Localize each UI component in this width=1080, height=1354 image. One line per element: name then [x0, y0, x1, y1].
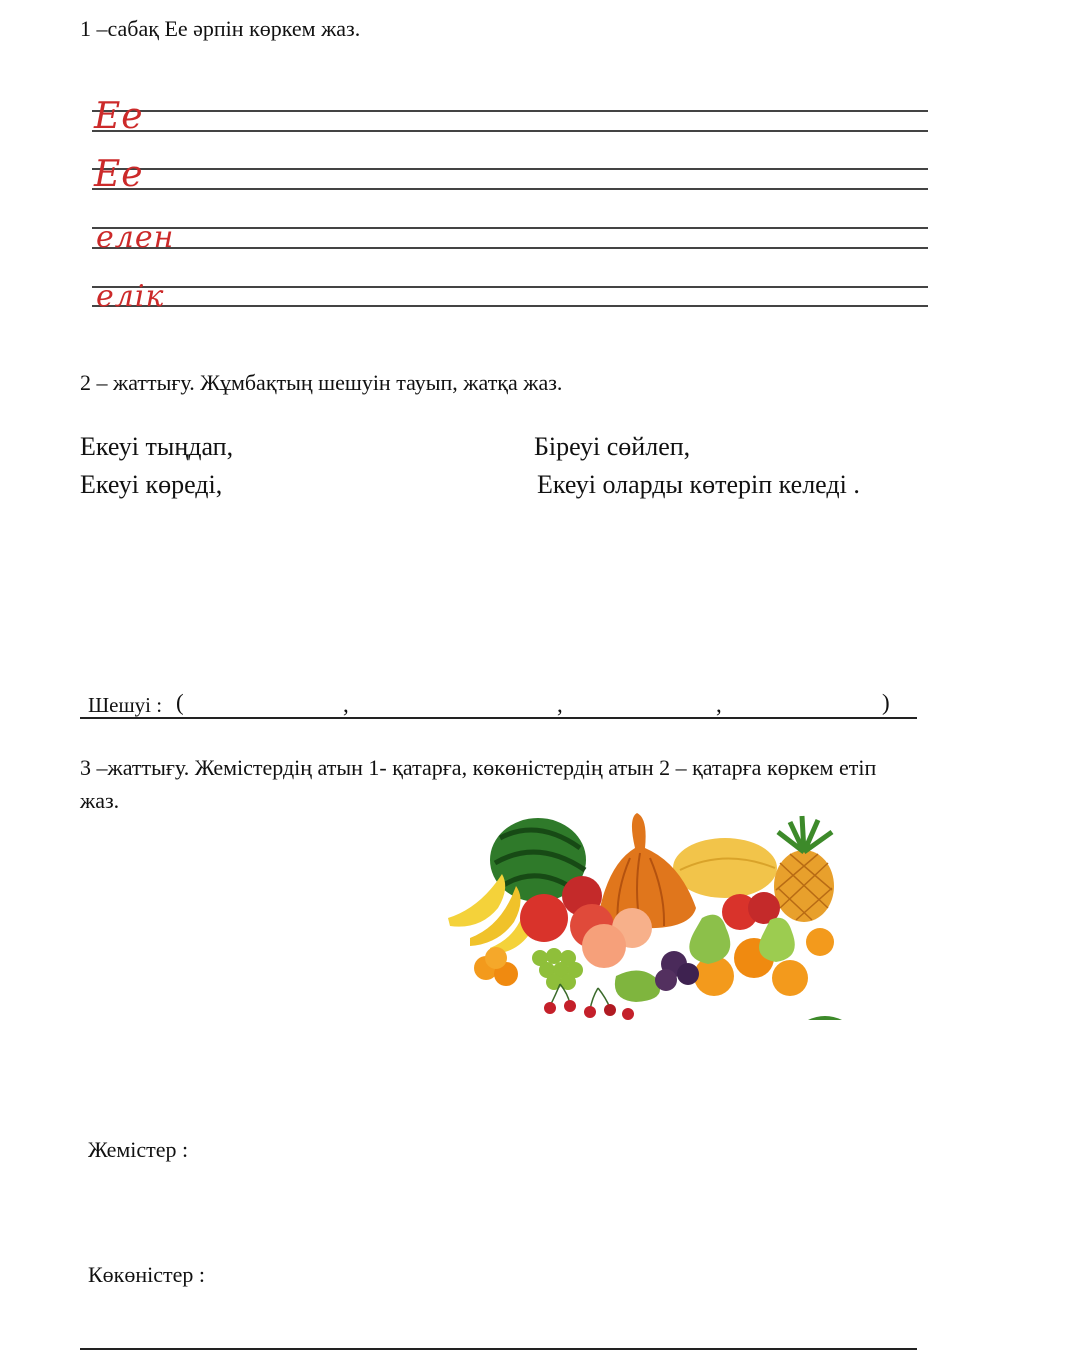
solution-comma-2: ,	[557, 692, 563, 717]
exercise3-title-line-1: 3 –жаттығу. Жемістердің атын 1- қатарға, көкөністердің атын 2 – қатарға көркем етіп	[80, 755, 877, 780]
riddle-left-line-2: Екеуі көреді,	[80, 470, 223, 499]
lesson1-title: 1 –сабақ Ее әрпін көркем жаз.	[80, 16, 361, 41]
solution-comma-3: ,	[716, 692, 722, 717]
exercise2-title: 2 – жаттығу. Жұмбақтың шешуін тауып, жатқа жаз.	[80, 370, 563, 395]
riddle-right-line-1: Біреуі сөйлеп,	[534, 432, 691, 461]
melon-shape	[673, 838, 777, 898]
handwriting-sample-1: Ее	[94, 96, 144, 137]
handwriting-sample-4: елік	[96, 279, 165, 314]
pear-shape	[689, 915, 730, 964]
solution-comma-1: ,	[343, 692, 349, 717]
vegetables-label: Көкөністер :	[88, 1262, 206, 1287]
grapes-shape	[532, 948, 583, 990]
riddle-right-line-2: Екеуі оларды көтеріп келеді .	[537, 470, 860, 499]
fruits-and-vegetables-illustration	[440, 808, 850, 1026]
fruits-label: Жемістер :	[88, 1137, 189, 1162]
banana-shape	[448, 874, 505, 927]
riddle-left-line-1: Екеуі тыңдап,	[80, 432, 234, 461]
handwriting-sample-2: Ее	[94, 154, 144, 195]
peach-shape	[582, 924, 626, 968]
solution-open-paren: (	[176, 690, 184, 715]
solution-close-paren: )	[882, 690, 890, 715]
solution-write-line[interactable]	[80, 717, 917, 719]
vegetables-write-line[interactable]	[80, 1348, 917, 1350]
solution-label: Шешуі :	[88, 693, 163, 717]
handwriting-sample-3: елен	[96, 220, 175, 255]
apple-shape	[520, 894, 568, 942]
exercise3-title-line-2: жаз.	[80, 788, 120, 813]
